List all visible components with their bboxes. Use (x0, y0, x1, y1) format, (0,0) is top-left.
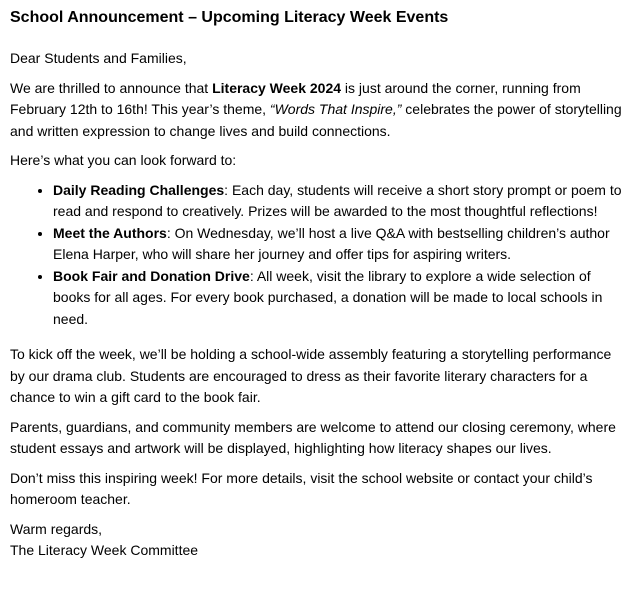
list-item-book-fair (53, 266, 622, 331)
document-title: School Announcement – Upcoming Literacy Week Events (10, 9, 449, 26)
events-list (10, 180, 622, 331)
event-name: Daily Reading Challenges (53, 181, 225, 198)
intro-text-2: is just around the corner, running from February 12th to 16th! This year’s theme, (10, 79, 581, 117)
event-name: Book Fair and Donation Drive (53, 267, 250, 284)
list-item-daily-reading (53, 180, 622, 223)
intro-text-1: We are thrilled to announce that (10, 79, 213, 96)
intro-paragraph (10, 78, 622, 143)
lookforward-line: Here’s what you can look forward to: (10, 152, 237, 168)
intro-event-name-bold: Literacy Week 2024 (212, 79, 342, 96)
event-description: : All week, visit the library to explore a wide selection of books for all ages. For every book purchased, a donation will be made to local schools in need. (53, 267, 603, 327)
event-name: Meet the Authors (53, 224, 167, 241)
event-description: : On Wednesday, we’ll host a live Q&A with bestselling children’s author Elena Harper, who will share her journey and offer tips for aspiring writers. (53, 224, 610, 262)
intro-text-3: celebrates the power of storytelling and written expression to change lives and build connections. (10, 101, 622, 139)
event-description: : Each day, students will receive a short story prompt or poem to read and respond to creatively. Prizes will be awarded to the most thoughtful reflections! (53, 181, 622, 219)
assembly-paragraph: To kick off the week, we’ll be holding a school-wide assembly featuring a storytelling performance by our drama club. Students are encouraged to dress as their favorite literary characters for a chance to win a gift card to the book fair. (10, 346, 612, 405)
signoff-line: Warm regards, (10, 520, 103, 537)
ceremony-paragraph: Parents, guardians, and community members are welcome to attend our closing ceremony, where student essays and artwork will be displayed, highlighting how literacy shapes our lives. (10, 418, 616, 456)
intro-theme-italic: “Words That Inspire,” (269, 101, 402, 117)
list-item-meet-authors (53, 223, 622, 266)
details-paragraph: Don’t miss this inspiring week! For more details, visit the school website or contact your child’s homeroom teacher. (10, 469, 593, 507)
signature-line: The Literacy Week Committee (10, 542, 199, 558)
greeting-line: Dear Students and Families, (10, 50, 187, 66)
closing-block (10, 519, 622, 562)
